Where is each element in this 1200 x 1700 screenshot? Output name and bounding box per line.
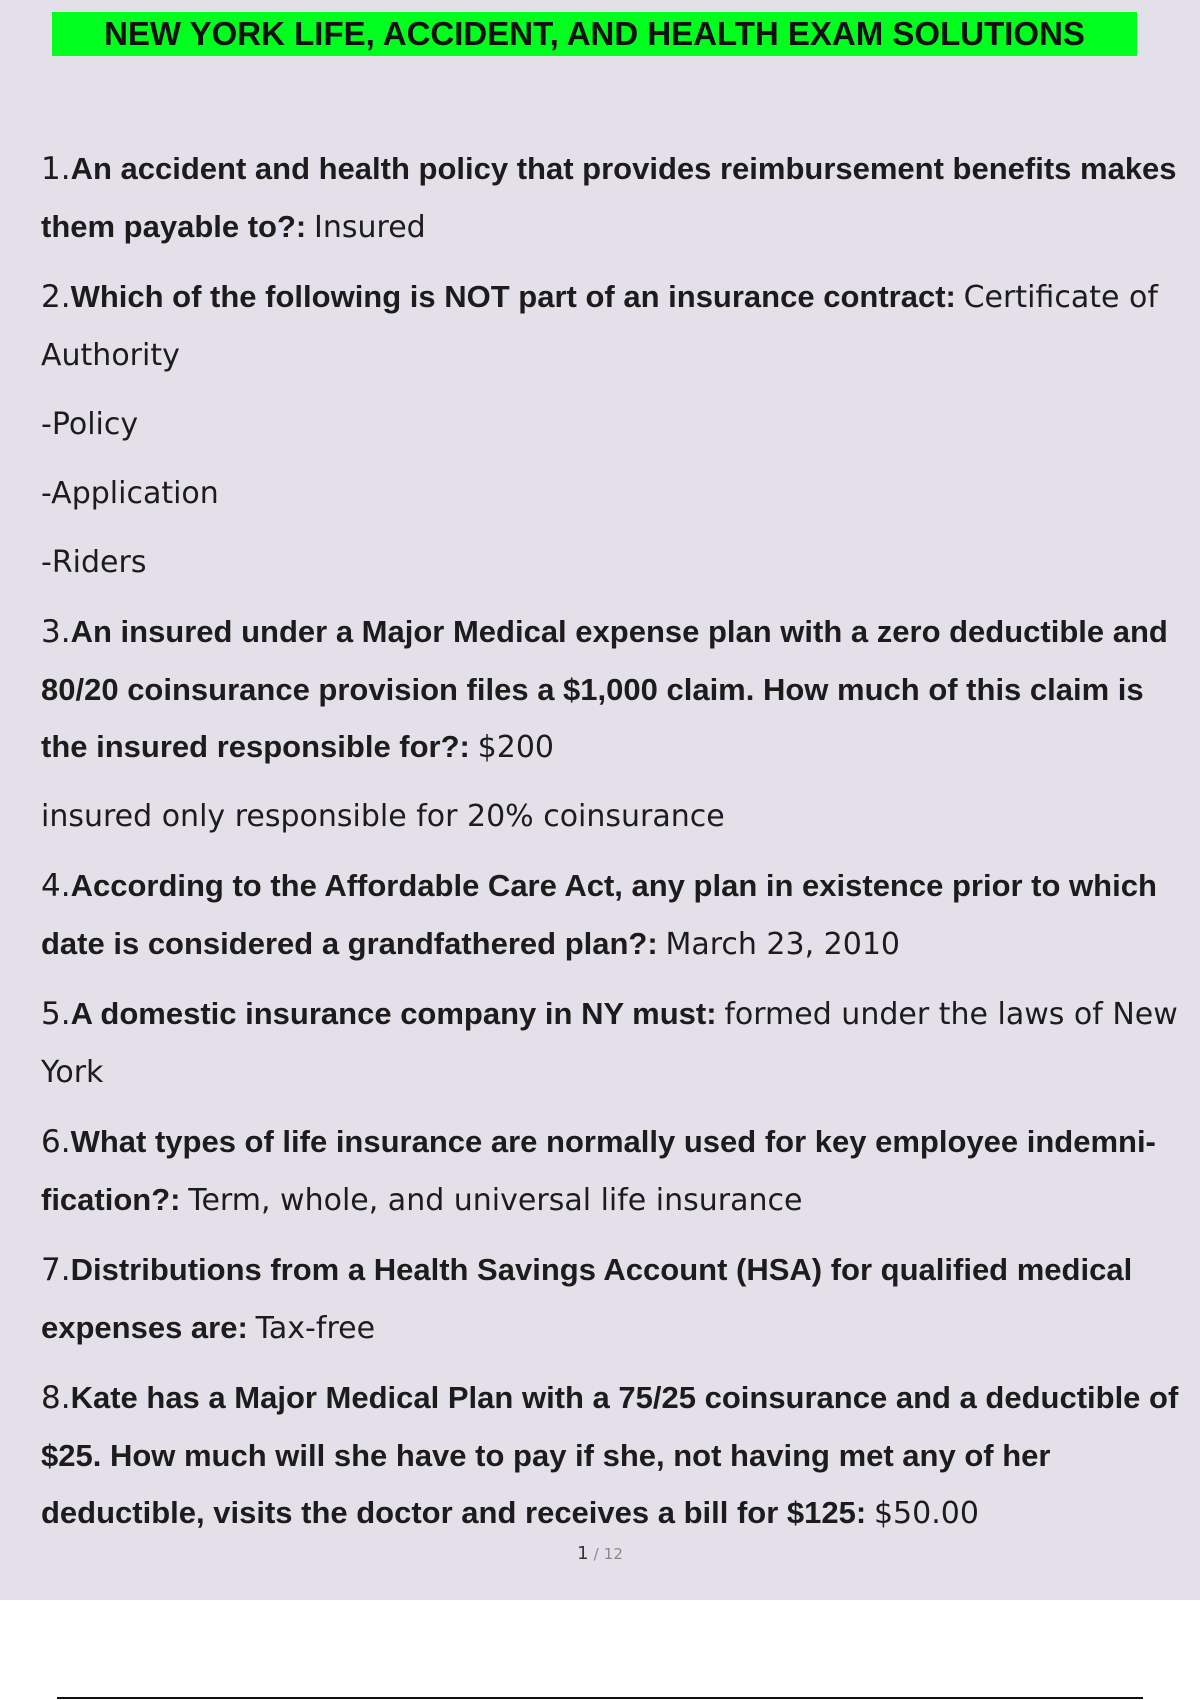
question-text: According to the Affordable Care Act, any plan in existence prior to which date is considered a grandfathered plan?: [41,868,1157,961]
question-number: 6. [41,1124,71,1160]
question-number: 7. [41,1252,71,1288]
question-item [41,1241,1181,1357]
question-number: 1. [41,151,71,187]
answer-text: Certificate of Authority [41,280,1158,373]
question-number: 3. [41,614,71,650]
question-item [41,140,1181,256]
question-text: Which of the following is NOT part of an insurance contract: [70,279,956,314]
page-indicator [0,1543,1200,1564]
question-item [41,985,1181,1101]
question-number: 4. [41,868,71,904]
title-highlight [52,12,1137,56]
next-page-rule [57,1697,1143,1699]
answer-text: $50.00 [873,1496,979,1531]
page-current: 1 [577,1543,589,1564]
question-text: An accident and health policy that provides reimbursement benefits makes them payable to?: [41,151,1177,244]
question-item [41,268,1181,384]
question-list [41,140,1181,1554]
question-text: Kate has a Major Medical Plan with a 75/25 coinsurance and a deductible of $25. How much will she have to pay if she, not having met any of her deductible, visits the doctor and receives a bill for $125: [41,1380,1179,1530]
answer-note: -Riders [41,545,147,580]
question-text: Distributions from a Health Savings Account (HSA) for qualified medical expenses are: [41,1252,1133,1345]
question-text: What types of life insurance are normally used for key employee indemni- fication?: [41,1124,1156,1217]
question-item [41,1369,1181,1542]
question-text: An insured under a Major Medical expense plan with a zero deductible and 80/20 coinsurance provision files a $1,000 claim. How much of this claim is the insured responsible for?: [41,614,1168,764]
question-text: A domestic insurance company in NY must: [70,996,717,1031]
answer-text: formed under the laws of New York [41,997,1178,1090]
question-number: 5. [41,996,71,1032]
question-item [41,603,1181,776]
answer-text: March 23, 2010 [665,927,901,962]
answer-text: Tax-free [255,1311,376,1346]
answer-text: Term, whole, and universal life insurance [188,1183,803,1218]
answer-text: $200 [477,730,554,765]
page-total: 12 [603,1545,623,1563]
question-number: 8. [41,1380,71,1416]
answer-text: Insured [314,210,426,245]
page-separator: / [593,1545,599,1563]
question-item [41,857,1181,973]
answer-note: -Application [41,476,219,511]
answer-note: insured only responsible for 20% coinsurance [41,799,725,834]
question-number: 2. [41,279,71,315]
document-title: NEW YORK LIFE, ACCIDENT, AND HEALTH EXAM SOLUTIONS [104,15,1085,52]
question-item [41,1113,1181,1229]
answer-note: -Policy [41,407,139,442]
